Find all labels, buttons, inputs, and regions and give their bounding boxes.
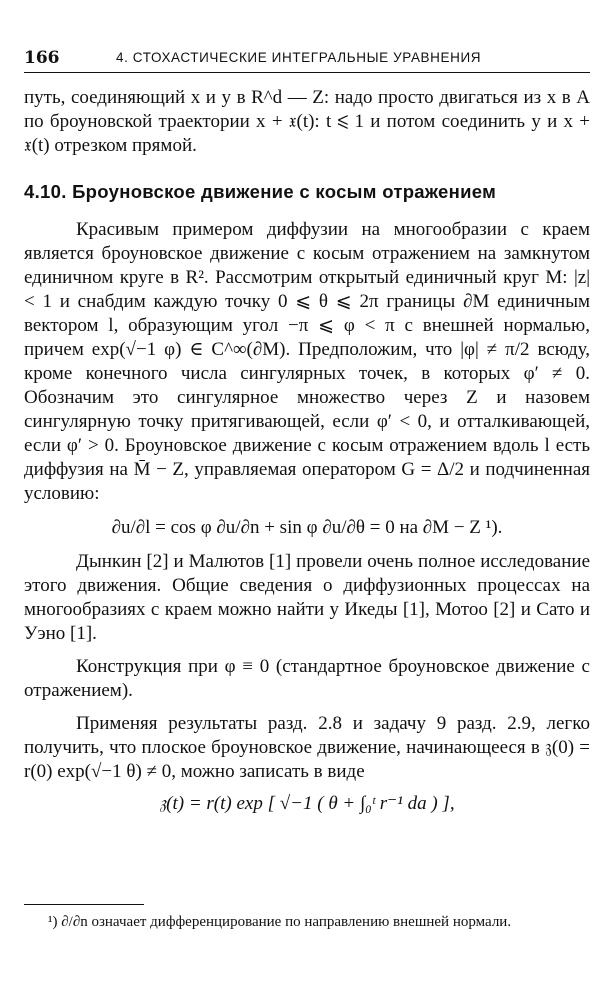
brownian-motion-formula: 𝔷(t) = r(t) exp [ √−1 ( θ + ∫₀ᵗ r⁻¹ da ) ], [159,793,455,814]
page-header [24,40,590,70]
section-title: 4.10. Броуновское движение с косым отражением [24,181,497,202]
running-head: 4. СТОХАСТИЧЕСКИЕ ИНТЕГРАЛЬНЫЕ УРАВНЕНИЯ [116,50,482,65]
paragraph-continuation: путь, соединяющий x и y в R^d — Z: надо просто двигаться из x в A по броуновской траектории x + 𝔵(t): t ⩽ 1 и потом соединить y и x + 𝔵(t) отрезком прямой. [24,87,590,156]
boundary-condition-formula: ∂u/∂l = cos φ ∂u/∂n + sin φ ∂u/∂θ = 0 на ∂M − Z ¹). [111,517,503,538]
header-rule [24,72,590,73]
paragraph-construction: Конструкция при φ ≡ 0 (стандартное броуновское движение с отражением). [24,656,590,701]
page-body [24,86,590,824]
paragraph-references: Дынкин [2] и Малютов [1] провели очень полное исследование этого движения. Общие сведения о диффузионных процессах на многообразиях с краем можно найти у Икеды [1], Мотоо [2] и Сато и Уэно [1]. [24,551,590,644]
paragraph-intro: Красивым примером диффузии на многообразии с краем является броуновское движение с косым отражением на замкнутом единичном круге в R². Рассмотрим открытый единичный круг M: |z| < 1 и снабдим каждую точку 0 ⩽ θ ⩽ 2π границы ∂M единичным вектором l, образующим угол −π ⩽ φ < π с внешней нормалью, причем exp(√−1 φ) ∈ C^∞(∂M). Предположим, что |φ| ≠ π/2 всюду, кроме конечного числа сингулярных точек, в которых φ′ ≠ 0. Обозначим это сингулярное множество через Z и назовем сингулярную точку притягивающей, если φ′ < 0, и отталкивающей, если φ′ > 0. Броуновское движение с косым отражением вдоль l есть диффузия на M̄ − Z, управляемая оператором G = Δ/2 и подчиненная условию: [24,219,590,504]
paragraph-application: Применяя результаты разд. 2.8 и задачу 9 разд. 2.9, легко получить, что плоское броуновское движение, начинающееся в 𝔷(0) = r(0) exp(√−1 θ) ≠ 0, можно записать в виде [24,713,590,782]
footnote-rule [24,904,144,905]
footnote: ¹) ∂/∂n означает дифференцирование по направлению внешней нормали. [48,914,512,930]
page-number: 166 [24,48,60,68]
